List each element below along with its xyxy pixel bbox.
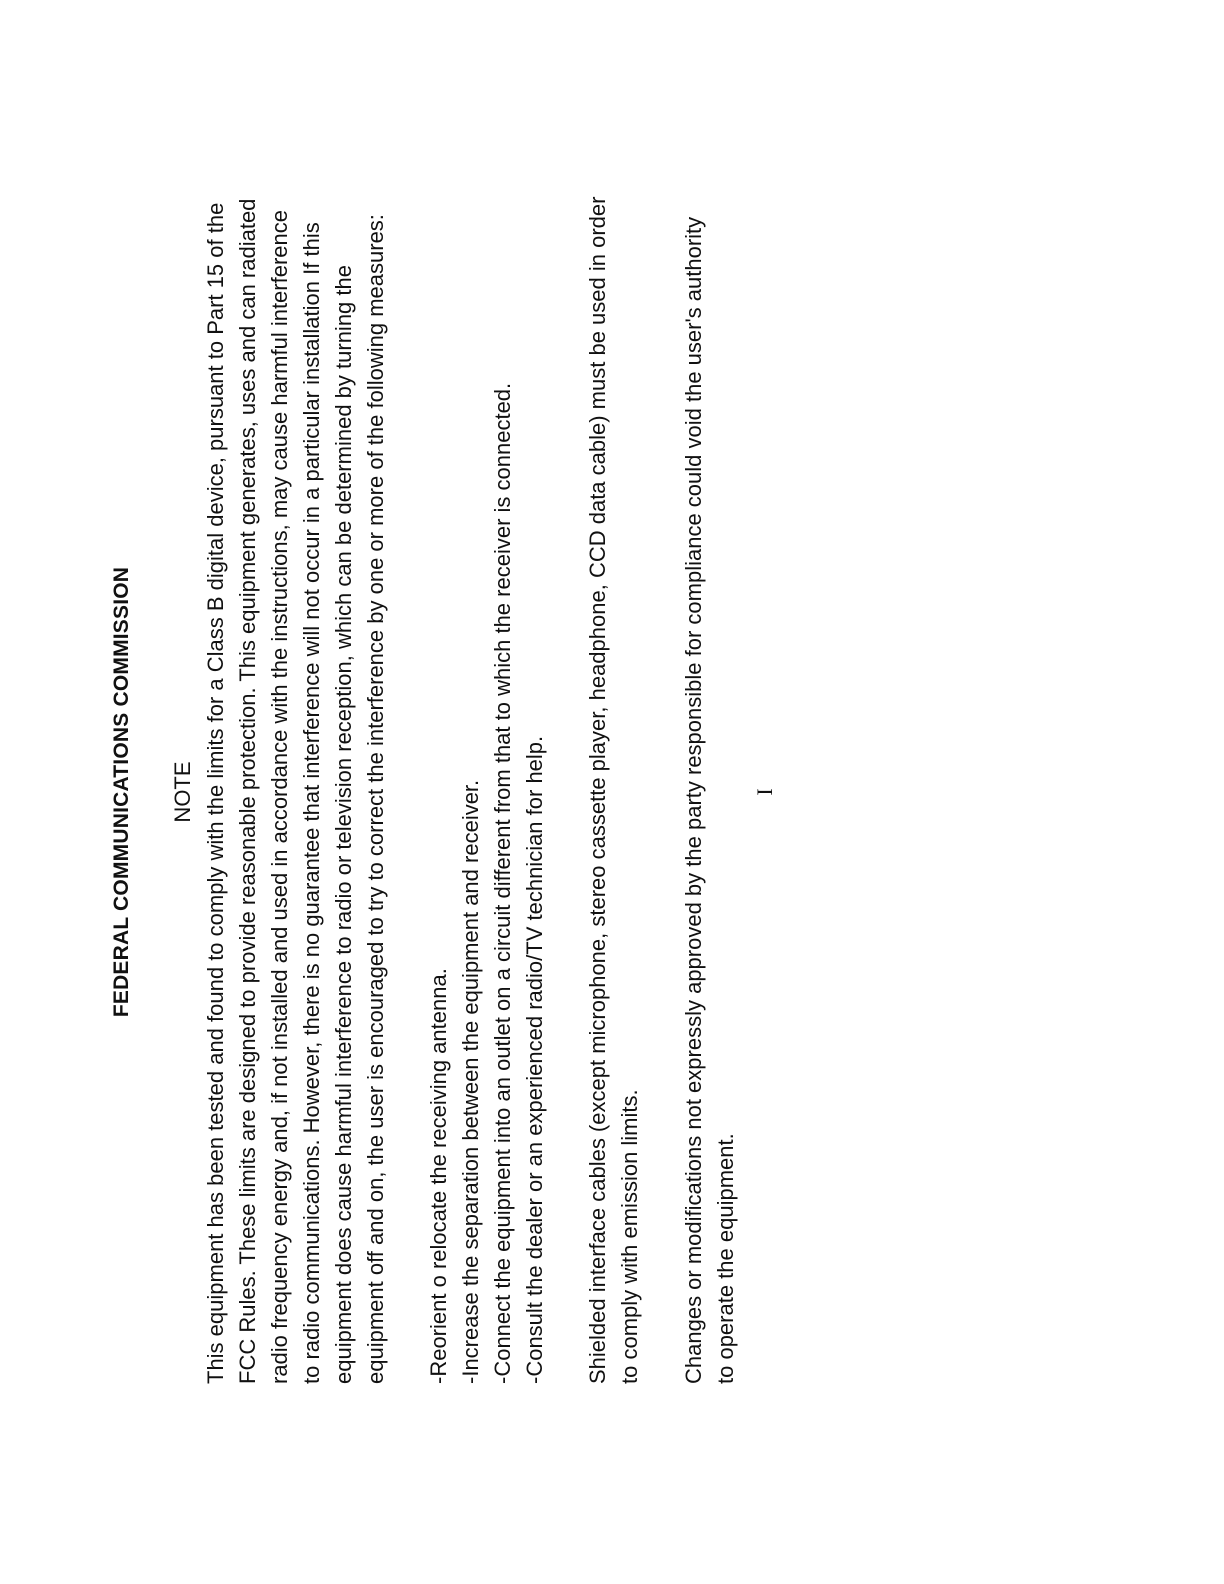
page-number: I — [752, 788, 777, 796]
measure-item: -Consult the dealer or an experienced radio/TV technician for help. — [522, 735, 547, 1384]
measure-item: -Increase the separation between the equipment and receiver. — [458, 779, 483, 1384]
document-title: FEDERAL COMMUNICATIONS COMMISSION — [110, 566, 133, 1018]
modifications-paragraph: Changes or modifications not expressly approved by the party responsible for compliance could void the user's authority to operate the equipment. — [681, 216, 738, 1384]
measure-item: -Reorient o relocate the receiving antenna. — [426, 968, 451, 1384]
compliance-paragraph: This equipment has been tested and found to comply with the limits for a Class B digital device, pursuant to Part 15 of the FCC Rules. These limits are designed to provide reasonable protection. This equipment generates, uses and can radiated radio frequency energy and, if not installed and used in accordance with the instructions, may cause harmful interference to radio communications. However, there is no guarantee that interference will not occur in a particular installation If this equipment does cause harmful interference to radio or television reception, which can be determined by turning the equipment off and on, the user is encouraged to try to correct the interference by one or more of the following measures: — [203, 198, 388, 1384]
note-heading: NOTE — [170, 761, 195, 823]
measures-list — [423, 194, 551, 1384]
shielded-cables-paragraph: Shielded interface cables (except microphone, stereo cassette player, headphone, CCD data cable) must be used in order to comply with emission limits. — [585, 196, 642, 1384]
measure-item: -Connect the equipment into an outlet on a circuit different from that to which the receiver is connected. — [490, 382, 515, 1384]
